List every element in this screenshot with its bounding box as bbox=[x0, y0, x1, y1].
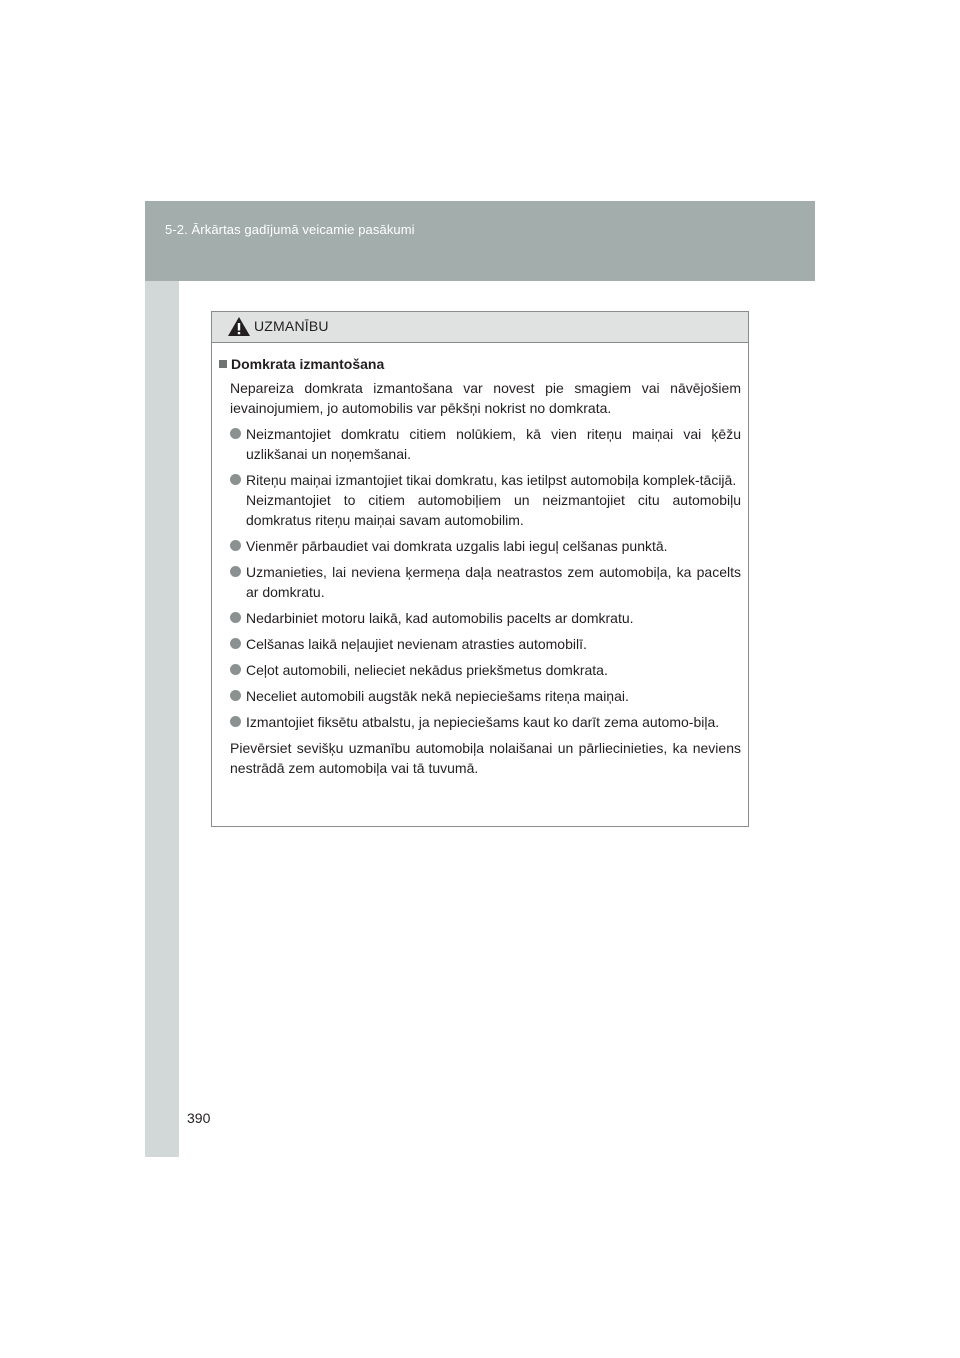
caution-body bbox=[212, 343, 748, 778]
closing-paragraph: Pievērsiet sevišķu uzmanību automobiļa nolaišanai un pārliecinieties, ka neviens nestrādā zem automobiļa vai tā tuvumā. bbox=[230, 740, 741, 776]
caution-box bbox=[211, 311, 749, 827]
warning-triangle-icon bbox=[227, 316, 251, 337]
list-item bbox=[246, 562, 741, 602]
list-item-text: Neceliet automobili augstāk nekā nepieciešams riteņa maiņai. bbox=[246, 688, 629, 704]
list-item-text: Izmantojiet fiksētu atbalstu, ja nepieciešams kaut ko darīt zema automo-biļa. bbox=[246, 714, 720, 730]
section-title: 5-2. Ārkārtas gadījumā veicamie pasākumi bbox=[165, 222, 415, 237]
list-item bbox=[246, 686, 741, 706]
bullet-dot-icon bbox=[230, 428, 241, 439]
bullet-dot-icon bbox=[230, 664, 241, 675]
list-item bbox=[246, 536, 741, 556]
header-band bbox=[145, 201, 815, 281]
list-item-text: Riteņu maiņai izmantojiet tikai domkratu, kas ietilpst automobiļa komplek-tācijā. bbox=[246, 472, 737, 488]
list-item bbox=[246, 424, 741, 464]
page-number: 390 bbox=[187, 1110, 211, 1126]
side-strip bbox=[145, 201, 179, 1157]
list-item bbox=[246, 712, 741, 732]
bullet-dot-icon bbox=[230, 690, 241, 701]
bullet-dot-icon bbox=[230, 612, 241, 623]
intro-paragraph: Nepareiza domkrata izmantošana var novest pie smagiem vai nāvējošiem ievainojumiem, jo automobilis var pēkšņi nokrist no domkrata. bbox=[230, 380, 741, 416]
list-item bbox=[246, 608, 741, 628]
list-item-text: Neizmantojiet domkratu citiem nolūkiem, kā vien riteņu maiņai vai ķēžu uzlikšanai un noņemšanai. bbox=[246, 426, 741, 462]
list-item-text: Celšanas laikā neļaujiet nevienam atrasties automobilī. bbox=[246, 636, 587, 652]
caution-header bbox=[212, 312, 748, 343]
list-item-text: Vienmēr pārbaudiet vai domkrata uzgalis labi ieguļ celšanas punktā. bbox=[246, 538, 668, 554]
bullet-dot-icon bbox=[230, 566, 241, 577]
list-item-text-continued: Neizmantojiet to citiem automobiļiem un neizmantojiet citu automobiļu domkratus riteņu maiņai savam automobilim. bbox=[246, 492, 741, 528]
list-item-text: Nedarbiniet motoru laikā, kad automobilis pacelts ar domkratu. bbox=[246, 610, 634, 626]
list-item bbox=[246, 470, 741, 530]
caution-title: UZMANĪBU bbox=[254, 318, 329, 334]
list-item-text: Uzmanieties, lai neviena ķermeņa daļa neatrastos zem automobiļa, ka pacelts ar domkratu. bbox=[246, 564, 741, 600]
list-item-text: Ceļot automobili, nelieciet nekādus priekšmetus domkrata. bbox=[246, 662, 608, 678]
bullet-dot-icon bbox=[230, 716, 241, 727]
bullet-dot-icon bbox=[230, 540, 241, 551]
square-bullet-icon bbox=[219, 360, 227, 368]
topic-heading bbox=[217, 354, 741, 374]
list-item bbox=[246, 634, 741, 654]
list-item bbox=[246, 660, 741, 680]
bullet-dot-icon bbox=[230, 638, 241, 649]
bullet-dot-icon bbox=[230, 474, 241, 485]
topic-label: Domkrata izmantošana bbox=[231, 356, 385, 372]
